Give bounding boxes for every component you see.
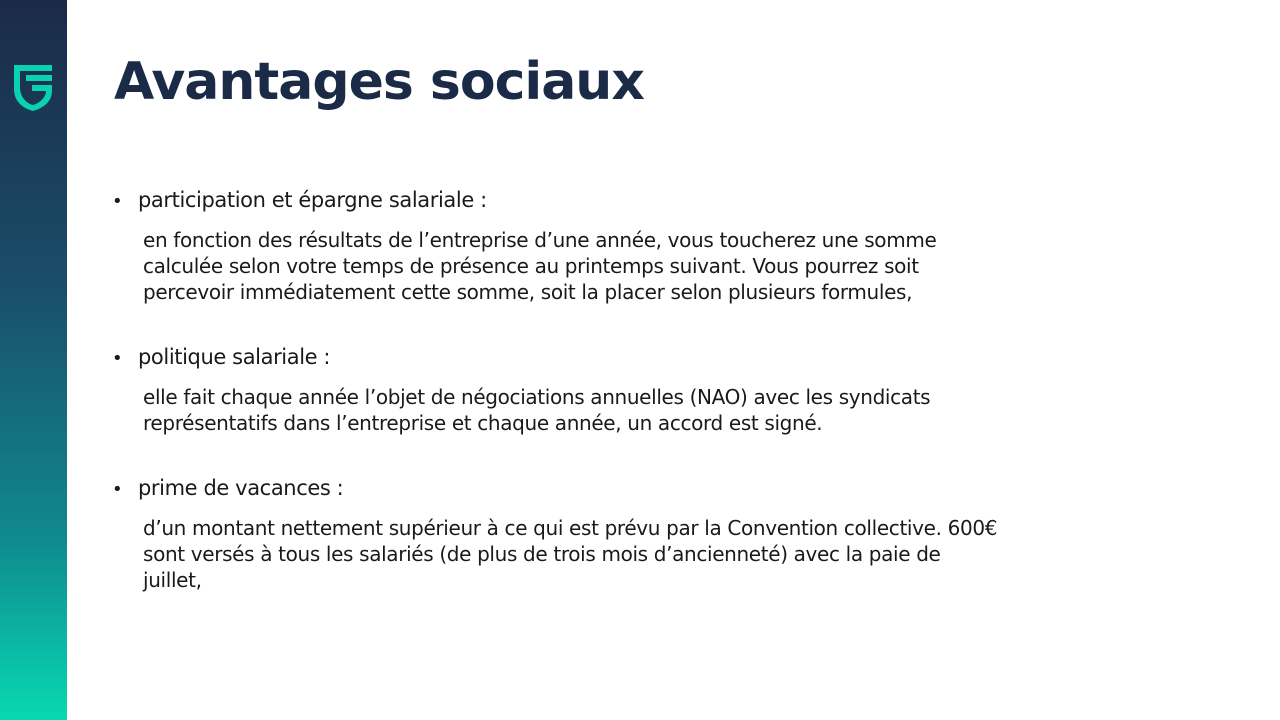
description-line: percevoir immédiatement cette somme, soit la placer selon plusieurs formules,: [143, 280, 913, 304]
list-item-description: [143, 227, 1212, 305]
list-item-heading: politique salariale :: [138, 345, 331, 369]
list-item-description: [143, 515, 1212, 593]
bullet-icon: •: [112, 348, 123, 369]
list-item-description: [143, 384, 1212, 436]
description-line: juillet,: [143, 568, 202, 592]
list-item-heading: participation et épargne salariale :: [138, 188, 487, 212]
description-line: représentatifs dans l’entreprise et chaque année, un accord est signé.: [143, 411, 823, 435]
company-logo-icon: [10, 61, 56, 111]
list-item: [112, 343, 1212, 436]
sidebar-gradient-bar: [0, 0, 67, 720]
list-item: [112, 474, 1212, 593]
bullet-icon: •: [112, 191, 123, 212]
list-item: [112, 186, 1212, 305]
description-line: elle fait chaque année l’objet de négociations annuelles (NAO) avec les syndicats: [143, 385, 931, 409]
description-line: d’un montant nettement supérieur à ce qui est prévu par la Convention collective. 600€: [143, 516, 998, 540]
list-item-heading: prime de vacances :: [138, 476, 344, 500]
description-line: sont versés à tous les salariés (de plus de trois mois d’ancienneté) avec la paie de: [143, 542, 941, 566]
list-item-heading-row: [112, 474, 1212, 504]
list-item-heading-row: [112, 186, 1212, 216]
benefits-list: [112, 186, 1212, 631]
description-line: calculée selon votre temps de présence au printemps suivant. Vous pourrez soit: [143, 254, 919, 278]
description-line: en fonction des résultats de l’entreprise d’une année, vous toucherez une somme: [143, 228, 937, 252]
bullet-icon: •: [112, 479, 123, 500]
list-item-heading-row: [112, 343, 1212, 373]
page-title: Avantages sociaux: [114, 52, 644, 112]
